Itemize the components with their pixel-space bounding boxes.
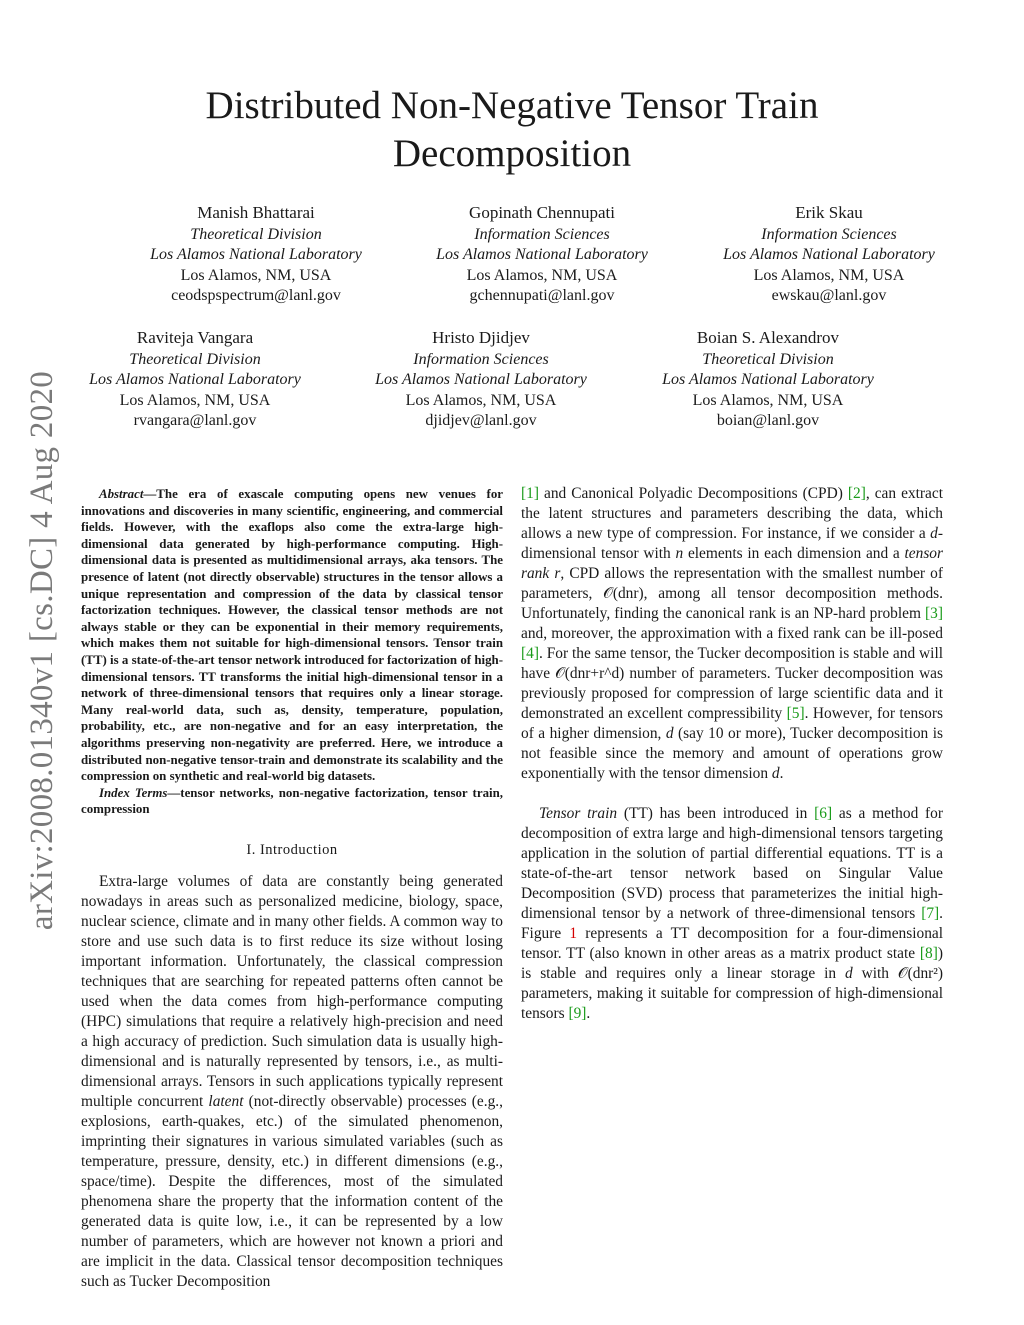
abstract: Abstract—The era of exascale computing opens new venues for innovations and discoveries in many scientific, engineering, and commercial fields. However, with the exaflops also come the extra-large high-dimensional data generated by high-performance computing. High-dimensional data is presented as multidimensional arrays, aka tensors. The presence of latent (not directly observable) structures in the tensor allows a unique representation and compression of the data by classical tensor factorization techniques. However, the classical tensor methods are not always stable or they can be exponential in their memory requirements, which makes them not suitable for high-dimensional tensors. Tensor train (TT) is a state-of-the-art tensor network introduced for factorization of high-dimensional tensors. TT transforms the initial high-dimensional tensor in a network of three-dimensional tensors that requires only a linear storage. Many real-world data, such as, density, temperature, population, probability, etc., are non-negative and for an easy interpretation, the algorithms preserving non-negativity are preferred. Here, we introduce a distributed non-negative tensor-train and demonstrate its scalability and the compression on synthetic and real-world big datasets. (81, 487, 503, 784)
author-location: Los Alamos, NM, USA (692, 391, 844, 409)
author-name: Hristo Djidjev (432, 328, 530, 347)
citation-link[interactable]: [3] (925, 605, 943, 622)
author-name: Gopinath Chennupati (469, 203, 615, 222)
intro-paragraph-1-continued: [1] and Canonical Polyadic Decompositions (CPD) [2], can extract the latent structures and parameters describing the data, which allows a new type of compression. For instance, if we consider a d-dimensional tensor with n elements in each dimension and a tensor rank r, CPD allows the representation with the smallest number of parameters, 𝒪(dnr), among all tensor decomposition methods. Unfortunately, finding the canonical rank is an NP-hard problem [3] and, moreover, the approximation with a fixed rank can be ill-posed [4]. For the same tensor, the Tucker decomposition is stable and will have 𝒪(dnr+r^d) number of parameters. Tucker decomposition was previously proposed for compression of large scientific data and it demonstrated an excellent compressibility [5]. However, for tensors of a higher dimension, d (say 10 or more), Tucker decomposition is not feasible since the memory and amount of operations grow exponentially with the tensor dimension d. (521, 485, 943, 782)
right-column (521, 484, 943, 1024)
author-lab: Los Alamos National Laboratory (89, 371, 301, 389)
citation-link[interactable]: [4] (521, 645, 539, 662)
author-lab: Los Alamos National Laboratory (375, 371, 587, 389)
author-card (336, 327, 626, 432)
arxiv-identifier-text: arXiv:2008.01340v1 [cs.DC] 4 Aug 2020 (24, 370, 61, 930)
intro-paragraph-1: Extra-large volumes of data are constantly being generated nowadays in areas such as personalized medicine, biology, space, nuclear science, climate and in many other fields. A common way to store and use such data is to first reduce its size without losing important information. Unfortunately, the classical compression techniques that are searching for repeated patterns often cannot be used when the data comes from high-performance computing (HPC) simulations that require a relatively high-precision and need a high accuracy of prediction. Such simulation data is usually high-dimensional and is naturally represented by tensors, i.e., as multi-dimensional arrays. Tensors in such applications typically represent multiple concurrent latent (not-directly observable) processes (e.g., explosions, earth-quakes, etc.) of the simulated phenomenon, imprinting their signatures in various simulated variables (such as temperature, pressure, density, etc.) in different dimensions (e.g., space/time). Despite the differences, most of the simulated phenomena share the property that the information content of the generated data is quite low, i.e., it can be represented by a low number of parameters, which are however not known a priori and are implicit in the data. Classical tensor decomposition techniques such as Tucker Decomposition (81, 872, 504, 1290)
author-department: Information Sciences (474, 226, 610, 243)
author-lab: Los Alamos National Laboratory (662, 371, 874, 389)
author-name: Manish Bhattarai (197, 203, 315, 222)
citation-link[interactable]: [9] (568, 1005, 587, 1022)
author-department: Theoretical Division (129, 351, 261, 368)
author-department: Theoretical Division (190, 226, 322, 243)
author-location: Los Alamos, NM, USA (466, 266, 618, 284)
author-email: boian@lanl.gov (716, 412, 820, 430)
author-department: Theoretical Division (702, 351, 834, 368)
author-card (50, 327, 340, 432)
citation-link[interactable]: [2] (847, 485, 866, 502)
author-card (397, 202, 687, 307)
figure-link[interactable]: 1 (569, 925, 578, 942)
author-location: Los Alamos, NM, USA (405, 391, 557, 409)
index-terms-text: tensor networks, non-negative factorization, tensor train, compression (81, 785, 503, 817)
author-card (623, 327, 913, 432)
citation-link[interactable]: [8] (919, 945, 938, 962)
author-department: Information Sciences (761, 226, 897, 243)
author-email: ewskau@lanl.gov (771, 287, 887, 305)
citation-link[interactable]: [1] (521, 485, 539, 502)
author-lab: Los Alamos National Laboratory (150, 246, 362, 264)
index-terms: Index Terms—tensor networks, non-negative factorization, tensor train, compression (81, 785, 503, 817)
author-lab: Los Alamos National Laboratory (436, 246, 648, 264)
author-department: Information Sciences (413, 351, 549, 368)
arxiv-identifier (18, 350, 68, 950)
author-email: rvangara@lanl.gov (133, 412, 257, 430)
citation-link[interactable]: [7] (921, 905, 940, 922)
author-email: gchennupati@lanl.gov (469, 287, 615, 305)
paper-title: Distributed Non-Negative Tensor Train Decomposition (205, 84, 819, 175)
author-card (684, 202, 974, 307)
author-location: Los Alamos, NM, USA (753, 266, 905, 284)
author-location: Los Alamos, NM, USA (180, 266, 332, 284)
author-location: Los Alamos, NM, USA (119, 391, 271, 409)
abstract-text: The era of exascale computing opens new venues for innovations and discoveries in many scientific, engineering, and commercial fields. However, with the exaflops also come the extra-large high-dimensional data generated by high-performance computing. High-dimensional data is presented as multidimensional arrays, aka tensors. The presence of latent (not directly observable) structures in the tensor allows a unique representation and compression of the data by classical tensor factorization techniques. However, the classical tensor methods are not always stable or they can be exponential in their memory requirements, which makes them not suitable for high-dimensional tensors. Tensor train (TT) is a state-of-the-art tensor network introduced for factorization of high-dimensional tensors. TT transforms the initial high-dimensional tensor in a network of three-dimensional tensors that requires only a linear storage. Many real-world data, such as, density, temperature, population, probability, etc., are non-negative and for an easy interpretation, the algorithms preserving non-negativity are preferred. Here, we introduce a distributed non-negative tensor-train and demonstrate its scalability and the compression on synthetic and real-world big datasets. (81, 487, 503, 784)
author-email: ceodspspectrum@lanl.gov (171, 287, 341, 305)
author-email: djidjev@lanl.gov (425, 412, 537, 430)
section-heading: I. Introduction (246, 841, 338, 858)
citation-link[interactable]: [6] (814, 805, 833, 822)
citation-link[interactable]: [5] (786, 705, 805, 722)
author-name: Erik Skau (795, 203, 863, 222)
author-name: Raviteja Vangara (136, 328, 254, 347)
author-card (111, 202, 401, 307)
intro-paragraph-2: Tensor train (TT) has been introduced in [6] as a method for decomposition of extra large and high-dimensional tensors targeting application in the solution of partial differential equations. TT is a state-of-the-art tensor network based on Singular Value Decomposition (SVD) process that parameterizes the initial high-dimensional tensor by a network of three-dimensional tensors [7]. Figure 1 represents a TT decomposition for a four-dimensional tensor. TT (also known in other areas as a matrix product state [8]) is stable and requires only a linear storage in d with 𝒪(dnr²) parameters, making it suitable for compression of high-dimensional tensors [9]. (521, 805, 944, 1022)
author-lab: Los Alamos National Laboratory (723, 246, 935, 264)
abstract-label: Abstract (99, 487, 144, 501)
index-terms-label: Index Terms (99, 785, 168, 800)
author-name: Boian S. Alexandrov (696, 328, 840, 347)
left-column (81, 486, 503, 1292)
